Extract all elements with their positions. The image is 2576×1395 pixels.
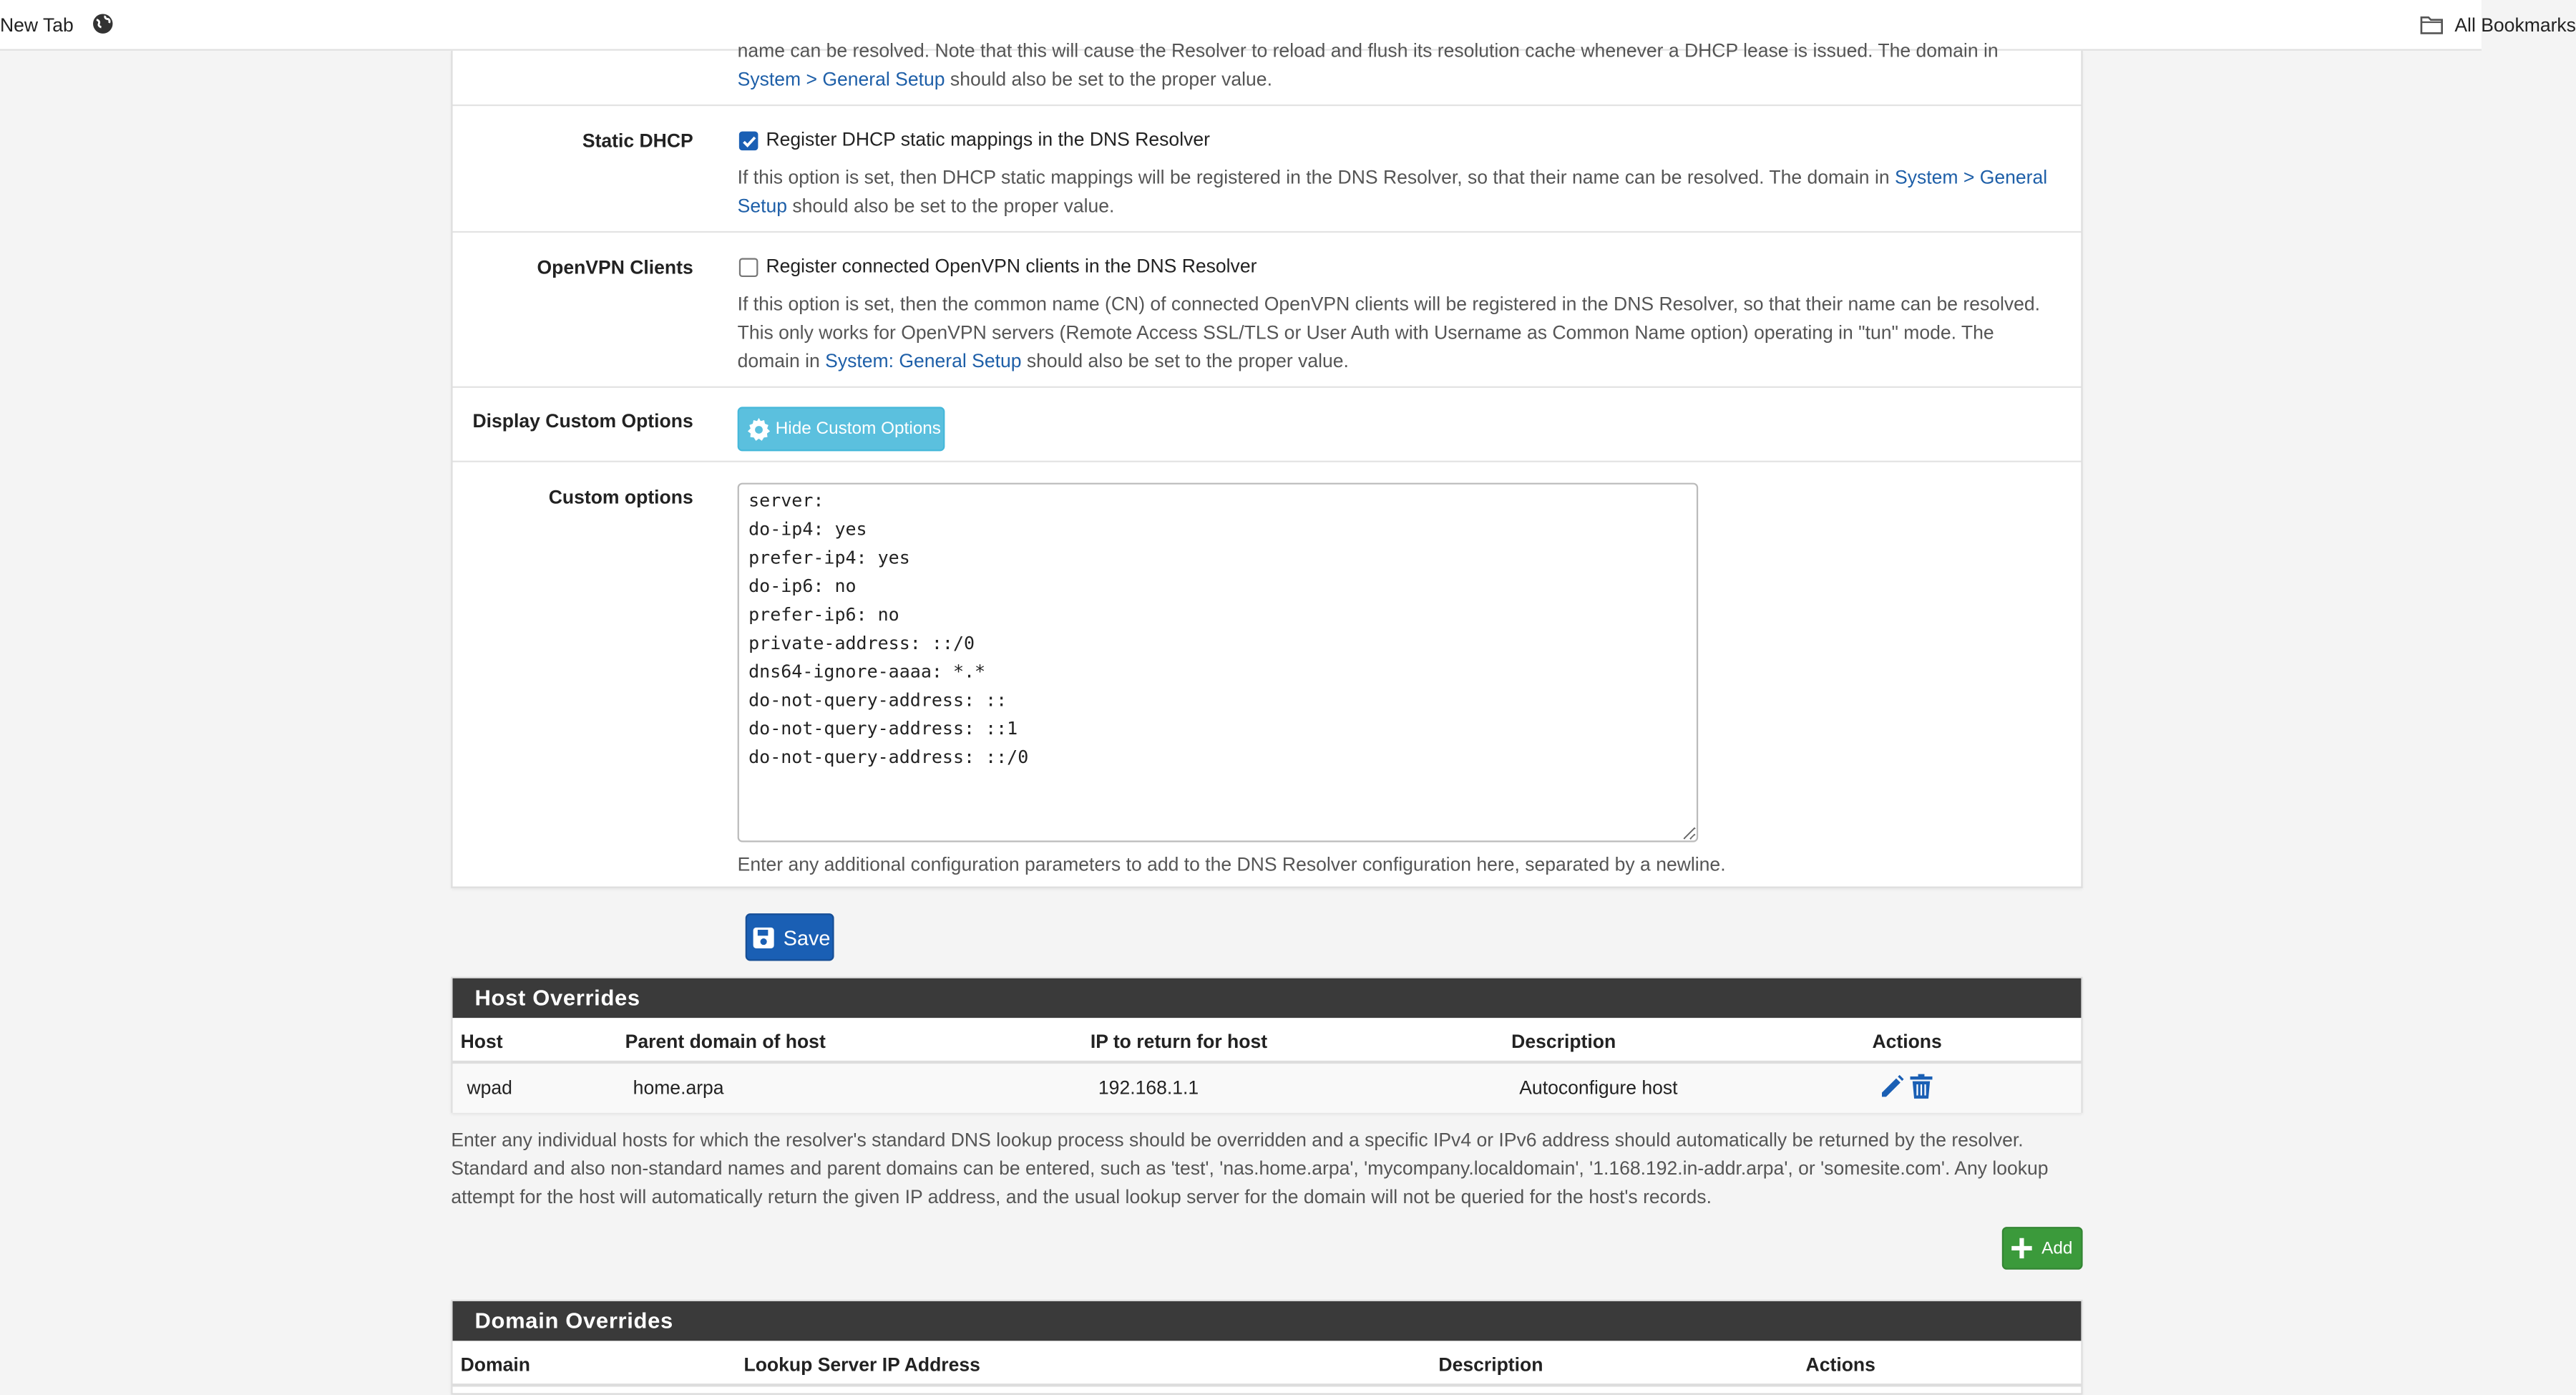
openvpn-clients-checkbox[interactable]	[739, 258, 758, 278]
cell-description: Autoconfigure host	[1519, 1076, 1678, 1099]
cell-parent-domain: home.arpa	[633, 1076, 724, 1099]
system-general-setup-link[interactable]: System > General Setup	[737, 68, 945, 91]
openvpn-clients-label: OpenVPN Clients	[537, 256, 693, 279]
display-custom-options-row	[453, 388, 2082, 462]
host-overrides-panel	[451, 977, 2082, 1113]
openvpn-general-setup-link[interactable]: System: General Setup	[825, 349, 1022, 372]
domain-overrides-title: Domain Overrides	[453, 1301, 2082, 1341]
static-dhcp-row	[453, 106, 2082, 233]
col-ip: IP to return for host	[1090, 1030, 1268, 1053]
custom-options-row	[453, 462, 2082, 888]
custom-options-help: Enter any additional configuration parameters to add to the DNS Resolver configuration here, separated by a newline.	[737, 853, 1726, 876]
check-icon	[742, 135, 756, 149]
host-overrides-title: Host Overrides	[453, 978, 2082, 1018]
openvpn-clients-help: If this option is set, then the common name (CN) of connected OpenVPN clients will be registered in the DNS Resolver, so that their name can be resolved. This only works for OpenVPN servers (Remote Access SSL/TLS or User Auth with Username as Common Name option) operating in "tun" mode. The domain in System: General Setup should also be set to the proper value.	[737, 293, 2041, 372]
folder-icon[interactable]	[2420, 14, 2444, 35]
custom-options-textarea[interactable]	[738, 483, 1699, 842]
col-host: Host	[460, 1030, 503, 1053]
static-dhcp-checkbox[interactable]	[739, 132, 758, 151]
bookmark-all[interactable]: All Bookmarks	[2454, 14, 2576, 37]
domain-overrides-panel	[451, 1300, 2082, 1395]
cell-ip: 192.168.1.1	[1098, 1076, 1199, 1099]
cell-host: wpad	[467, 1076, 512, 1099]
static-dhcp-checkbox-label[interactable]: Register DHCP static mappings in the DNS Resolver	[766, 128, 1210, 151]
domain-overrides-header	[453, 1341, 2082, 1386]
col-lookup-server: Lookup Server IP Address	[743, 1353, 980, 1376]
static-dhcp-label: Static DHCP	[582, 130, 693, 152]
custom-options-label: Custom options	[548, 485, 693, 508]
col-description: Description	[1511, 1030, 1616, 1053]
add-host-override-button[interactable]: Add	[2002, 1227, 2083, 1270]
col-domain: Domain	[460, 1353, 530, 1376]
pencil-icon[interactable]	[1878, 1074, 1906, 1101]
dhcp-registration-row	[453, 29, 2082, 106]
hide-custom-options-button[interactable]: Hide Custom Options	[738, 407, 945, 451]
plus-icon	[2010, 1236, 2034, 1260]
resolver-settings-panel	[451, 39, 2082, 888]
save-button[interactable]: Save	[746, 913, 834, 961]
host-overrides-header	[453, 1018, 2082, 1064]
openvpn-clients-checkbox-label[interactable]: Register connected OpenVPN clients in the DNS Resolver	[766, 255, 1257, 278]
trash-icon[interactable]	[1908, 1074, 1933, 1101]
col-actions: Actions	[1872, 1030, 1942, 1053]
table-row	[453, 1064, 2082, 1113]
col-parent-domain: Parent domain of host	[625, 1030, 826, 1053]
display-custom-options-label: Display Custom Options	[472, 409, 693, 432]
bookmark-new-tab[interactable]: New Tab	[0, 14, 74, 37]
static-dhcp-general-setup-link[interactable]: System > General Setup	[737, 166, 2048, 218]
gear-icon	[747, 417, 771, 441]
static-dhcp-help: If this option is set, then DHCP static mappings will be registered in the DNS Resolver, so that their name can be resolved. The domain in System > General Setup should also be set to the proper value.	[737, 166, 2048, 218]
host-overrides-help: Enter any individual hosts for which the resolver's standard DNS lookup process should be overridden and a specific IPv4 or IPv6 address should automatically be returned by the resolver. Standard and also non-standard names and parent domains can be entered, such as 'test', 'nas.home.arpa', 'mycompany.localdomain', '1.168.192.in-addr.arpa', or 'somesite.com'. Any lookup attempt for the host will automatically return the given IP address, and the usual lookup server for the domain will not be queried for the host's records.	[451, 1128, 2049, 1208]
floppy-disk-icon	[752, 925, 776, 949]
col-domain-description: Description	[1438, 1353, 1543, 1376]
globe-icon[interactable]	[92, 13, 114, 35]
openvpn-clients-row	[453, 233, 2082, 388]
col-domain-actions: Actions	[1805, 1353, 1875, 1376]
dhcp-registration-help: name can be resolved. Note that this will cause the Resolver to reload and flush its resolution cache whenever a DHCP lease is issued. The domain in System > General Setup should also be set to the proper value.	[737, 39, 1999, 91]
